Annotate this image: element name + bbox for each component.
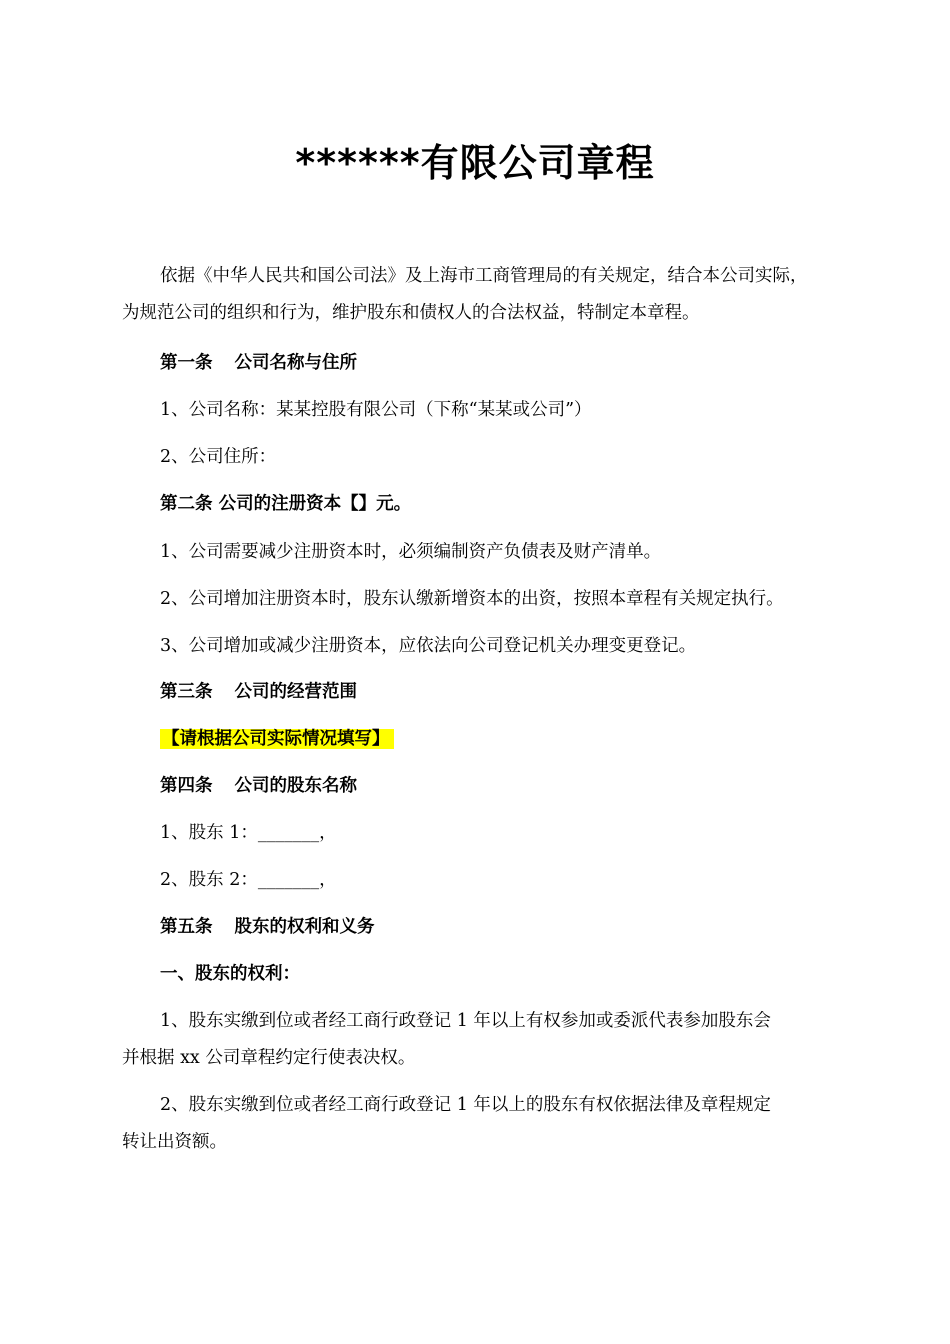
article-5-heading: [160, 913, 375, 941]
article-3-note: [160, 725, 394, 753]
article-5-title: 股东的权利和义务: [234, 917, 375, 937]
fill-in-highlight: 【请根据公司实际情况填写】: [160, 729, 394, 749]
article-4-heading: [160, 772, 357, 800]
article-2-item-3: 3、公司增加或减少注册资本，应依法向公司登记机关办理变更登记。: [160, 636, 697, 656]
article-3-heading: [160, 678, 357, 706]
shareholder-2: 2、股东 2：_______，: [160, 870, 337, 890]
document-title: ******有限公司章程: [295, 141, 655, 185]
rights-item-2-line-2: 转让出资额。: [122, 1132, 227, 1152]
intro-line-1: 依据《中华人民共和国公司法》及上海市工商管理局的有关规定，结合本公司实际，: [160, 266, 808, 286]
article-4-title: 公司的股东名称: [234, 776, 357, 796]
shareholder-1: 1、股东 1：_______，: [160, 823, 337, 843]
rights-item-1: [122, 1003, 842, 1077]
article-1-item-2: 2、公司住所：: [160, 447, 277, 467]
shareholder-rights-heading: 一、股东的权利：: [160, 964, 300, 984]
article-3-title: 公司的经营范围: [234, 682, 357, 702]
rights-item-1-line-2: 并根据 xx 公司章程约定行使表决权。: [122, 1048, 416, 1068]
article-2-item-1: 1、公司需要减少注册资本时，必须编制资产负债表及财产清单。: [160, 542, 662, 562]
article-2-item-2: 2、公司增加注册资本时，股东认缴新增资本的出资，按照本章程有关规定执行。: [160, 589, 784, 609]
intro-paragraph: [122, 258, 842, 332]
article-1-item-1: 1、公司名称：某某控股有限公司（下称“某某或公司”）: [160, 400, 592, 420]
article-5-number: 第五条: [160, 917, 213, 937]
article-4-number: 第四条: [160, 776, 213, 796]
article-2-heading: 第二条 公司的注册资本【】元。: [160, 494, 412, 514]
article-1-title: 公司名称与住所: [234, 353, 357, 373]
article-1-heading: [160, 349, 357, 377]
article-3-number: 第三条: [160, 682, 213, 702]
article-1-number: 第一条: [160, 353, 213, 373]
rights-item-2: [122, 1087, 842, 1161]
rights-item-1-line-1: 1、股东实缴到位或者经工商行政登记 1 年以上有权参加或委派代表参加股东会: [160, 1011, 771, 1031]
rights-item-2-line-1: 2、股东实缴到位或者经工商行政登记 1 年以上的股东有权依据法律及章程规定: [160, 1095, 771, 1115]
intro-line-2: 为规范公司的组织和行为，维护股东和债权人的合法权益，特制定本章程。: [122, 303, 700, 323]
